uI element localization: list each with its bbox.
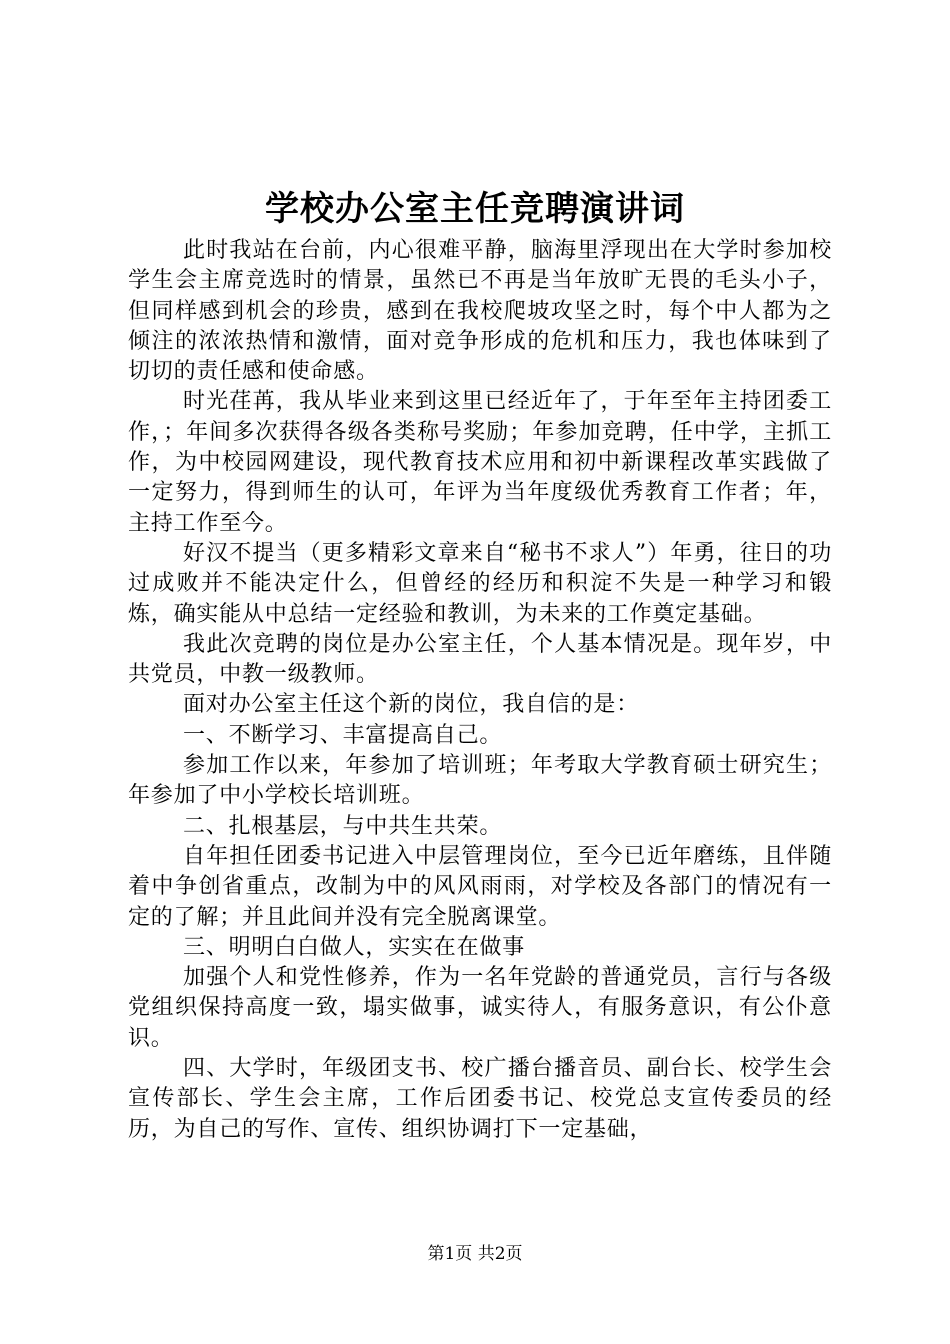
- document-title: 学校办公室主任竞聘演讲词: [265, 189, 685, 229]
- paragraph: 四、大学时，年级团支书、校广播台播音员、副台长、校学生会宣传部长、学生会主席，工作后团委书记、校党总支宣传委员的经历，为自己的写作、宣传、组织协调打下一定基础，: [128, 1056, 832, 1142]
- paragraph: 我此次竞聘的岗位是办公室主任，个人基本情况是。现年岁，中共党员，中教一级教师。: [128, 631, 832, 688]
- paragraph: 此时我站在台前，内心很难平静，脑海里浮现出在大学时参加校学生会主席竞选时的情景，虽然已不再是当年放旷无畏的毛头小子，但同样感到机会的珍贵，感到在我校爬坡攻坚之时，每个中人都为之倾注的浓浓热情和激情，面对竞争形成的危机和压力，我也体味到了切切的责任感和使命感。: [128, 238, 832, 385]
- section-heading: 三、明明白白做人，实实在在做事: [183, 934, 526, 960]
- paragraph: 参加工作以来，年参加了培训班；年考取大学教育硕士研究生；年参加了中小学校长培训班。: [128, 753, 832, 809]
- paragraph: 好汉不提当（更多精彩文章来自“秘书不求人”）年勇，往日的功过成败并不能决定什么，但曾经的经历和积淀不失是一种学习和锻炼，确实能从中总结一定经验和教训，为未来的工作奠定基础。: [128, 540, 832, 627]
- document-body: [128, 236, 832, 1145]
- paragraph: 加强个人和党性修养，作为一名年党龄的普通党员，言行与各级党组织保持高度一致，塌实做事，诚实待人，有服务意识，有公仆意识。: [128, 965, 832, 1051]
- page-number-footer: 第1页 共2页: [427, 1244, 523, 1264]
- paragraph: 时光荏苒，我从毕业来到这里已经近年了，于年至年主持团委工作，；年间多次获得各级各类称号奖励；年参加竞聘，任中学，主抓工作，为中校园网建设，现代教育技术应用和初中新课程改革实践做了一定努力，得到师生的认可，年评为当年度级优秀教育工作者；年，主持工作至今。: [128, 389, 832, 536]
- section-heading: 一、不断学习、丰富提高自己。: [183, 722, 503, 748]
- section-heading: 二、扎根基层，与中共生共荣。: [183, 813, 503, 839]
- paragraph: 面对办公室主任这个新的岗位，我自信的是：: [183, 692, 640, 718]
- paragraph: 自年担任团委书记进入中层管理岗位，至今已近年磨练，且伴随着中争创省重点，改制为中的风风雨雨，对学校及各部门的情况有一定的了解；并且此间并没有完全脱离课堂。: [128, 843, 832, 930]
